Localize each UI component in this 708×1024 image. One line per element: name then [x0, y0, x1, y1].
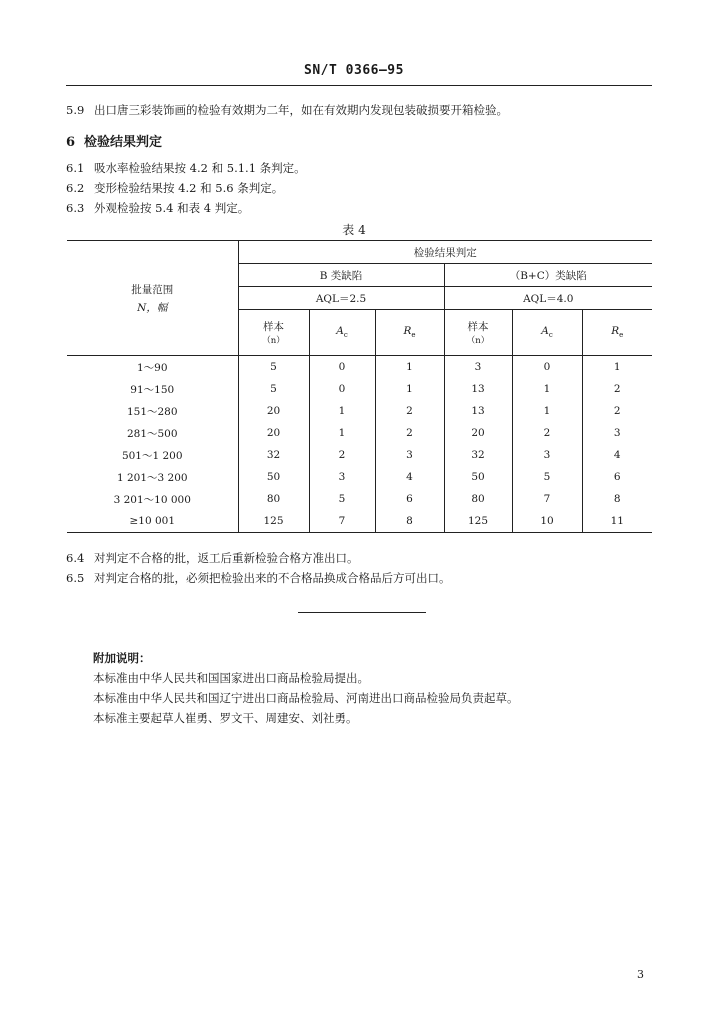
result-header: 检验结果判定	[238, 241, 652, 264]
clause-text: 外观检验按 5.4 和表 4 判定。	[94, 201, 250, 215]
lot-range-cell: 151～280	[126, 405, 178, 418]
sample-symbol: （n）	[466, 336, 490, 346]
clause-number: 6.2	[66, 181, 85, 195]
clause-text: 出口唐三彩装饰画的检验有效期为二年，如在有效期内发现包装破损要开箱检验。	[94, 103, 508, 117]
bc-re-cell: 3	[582, 422, 652, 444]
section-number: 6	[66, 135, 76, 150]
b-sample-cell: 5	[238, 378, 309, 400]
b-re-cell: 6	[375, 488, 444, 510]
b-re-cell: 2	[375, 400, 444, 422]
b-re-cell: 8	[375, 510, 444, 533]
b-ac-cell: 5	[309, 488, 375, 510]
lot-range-cell: 91～150	[130, 383, 175, 396]
notes-line: 本标准由中华人民共和国国家进出口商品检验局提出。	[93, 671, 369, 685]
b-sample-cell: 20	[238, 400, 309, 422]
bc-sample-cell: 32	[444, 444, 512, 466]
bc-sample-cell: 13	[444, 378, 512, 400]
table-row	[67, 466, 652, 488]
clause-number: 5.9	[66, 103, 85, 117]
header-rule	[66, 85, 652, 86]
clause-number: 6.4	[66, 551, 85, 565]
sample-symbol: （n）	[262, 336, 285, 346]
notes-line: 本标准主要起草人崔勇、罗文干、周建安、刘社勇。	[93, 711, 358, 725]
bc-sample-cell: 125	[444, 510, 512, 533]
bc-re-header: $R_e$	[582, 310, 652, 356]
lot-range-cell: 281～500	[126, 427, 178, 440]
b-re-cell: 1	[375, 356, 444, 379]
b-ac-cell: 0	[309, 356, 375, 379]
b-ac-cell: 7	[309, 510, 375, 533]
b-ac-cell: 1	[309, 400, 375, 422]
lot-range-cell: 1 201～3 200	[116, 471, 188, 484]
b-ac-header: $A_c$	[309, 310, 375, 356]
bc-ac-cell: 3	[512, 444, 582, 466]
group-b-label: B 类缺陷	[238, 264, 444, 287]
clause-5-9	[66, 102, 508, 118]
table-row	[67, 400, 652, 422]
inspection-table	[67, 240, 652, 533]
b-sample-cell: 5	[238, 356, 309, 379]
clause-text: 对判定不合格的批，返工后重新检验合格方准出口。	[94, 551, 359, 565]
bc-ac-cell: 2	[512, 422, 582, 444]
bc-ac-cell: 1	[512, 400, 582, 422]
group-bc-label: （B+C）类缺陷	[444, 264, 652, 287]
separator-line	[298, 612, 426, 613]
b-ac-cell: 2	[309, 444, 375, 466]
clause-6-4	[66, 550, 359, 566]
clause-number: 6.1	[66, 161, 85, 175]
section-title: 检验结果判定	[84, 135, 163, 150]
bc-sample-header	[444, 310, 512, 356]
clause-number: 6.5	[66, 571, 85, 585]
bc-sample-cell: 20	[444, 422, 512, 444]
table-caption: 表 4	[342, 223, 366, 237]
b-ac-cell: 0	[309, 378, 375, 400]
bc-ac-cell: 7	[512, 488, 582, 510]
bc-ac-cell: 10	[512, 510, 582, 533]
bc-ac-cell: 0	[512, 356, 582, 379]
b-sample-cell: 50	[238, 466, 309, 488]
group-bc-aql: AQL＝4.0	[444, 287, 652, 310]
b-ac-cell: 3	[309, 466, 375, 488]
lot-range-cell: 501～1 200	[121, 449, 183, 462]
table-row	[67, 488, 652, 510]
section-6-heading	[66, 131, 162, 150]
b-sample-cell: 125	[238, 510, 309, 533]
sample-label: 样本	[263, 321, 284, 333]
b-sample-header	[238, 310, 309, 356]
bc-ac-header: $A_c$	[512, 310, 582, 356]
table-body	[67, 356, 652, 533]
sample-label: 样本	[467, 321, 489, 333]
b-re-cell: 1	[375, 378, 444, 400]
b-sample-cell: 32	[238, 444, 309, 466]
clause-6-1	[66, 160, 306, 176]
lot-range-header	[67, 241, 238, 356]
b-sample-cell: 80	[238, 488, 309, 510]
group-b-aql: AQL＝2.5	[238, 287, 444, 310]
table-row	[67, 444, 652, 466]
b-re-cell: 2	[375, 422, 444, 444]
table-row	[67, 422, 652, 444]
clause-6-3	[66, 200, 249, 216]
bc-ac-cell: 1	[512, 378, 582, 400]
bc-ac-cell: 5	[512, 466, 582, 488]
clause-text: 变形检验结果按 4.2 和 5.6 条判定。	[94, 181, 284, 195]
table-row	[67, 510, 652, 533]
page-number: 3	[637, 968, 644, 981]
bc-re-cell: 2	[582, 400, 652, 422]
bc-re-cell: 4	[582, 444, 652, 466]
b-ac-cell: 1	[309, 422, 375, 444]
bc-sample-cell: 13	[444, 400, 512, 422]
bc-re-cell: 1	[582, 356, 652, 379]
bc-re-cell: 11	[582, 510, 652, 533]
bc-re-cell: 8	[582, 488, 652, 510]
running-header: SN/T 0366—95	[304, 63, 404, 78]
b-re-cell: 4	[375, 466, 444, 488]
bc-re-cell: 2	[582, 378, 652, 400]
bc-sample-cell: 3	[444, 356, 512, 379]
lot-range-unit: N，幅	[137, 301, 168, 314]
clause-number: 6.3	[66, 201, 85, 215]
bc-sample-cell: 80	[444, 488, 512, 510]
clause-text: 吸水率检验结果按 4.2 和 5.1.1 条判定。	[94, 161, 306, 175]
bc-re-cell: 6	[582, 466, 652, 488]
b-re-header: $R_e$	[375, 310, 444, 356]
b-re-cell: 3	[375, 444, 444, 466]
lot-range-cell: 1～90	[67, 356, 238, 379]
b-sample-cell: 20	[238, 422, 309, 444]
clause-6-5	[66, 570, 451, 586]
notes-line: 本标准由中华人民共和国辽宁进出口商品检验局、河南进出口商品检验局负责起草。	[93, 691, 519, 705]
bc-sample-cell: 50	[444, 466, 512, 488]
lot-range-label: 批量范围	[131, 283, 174, 296]
clause-6-2	[66, 180, 283, 196]
lot-range-cell: 3 201～10 000	[113, 493, 191, 506]
lot-range-cell: ≥10 001	[67, 510, 238, 533]
notes-title: 附加说明：	[93, 651, 151, 665]
clause-text: 对判定合格的批，必须把检验出来的不合格品换成合格品后方可出口。	[94, 571, 451, 585]
table-row	[67, 378, 652, 400]
table-row	[67, 356, 652, 379]
